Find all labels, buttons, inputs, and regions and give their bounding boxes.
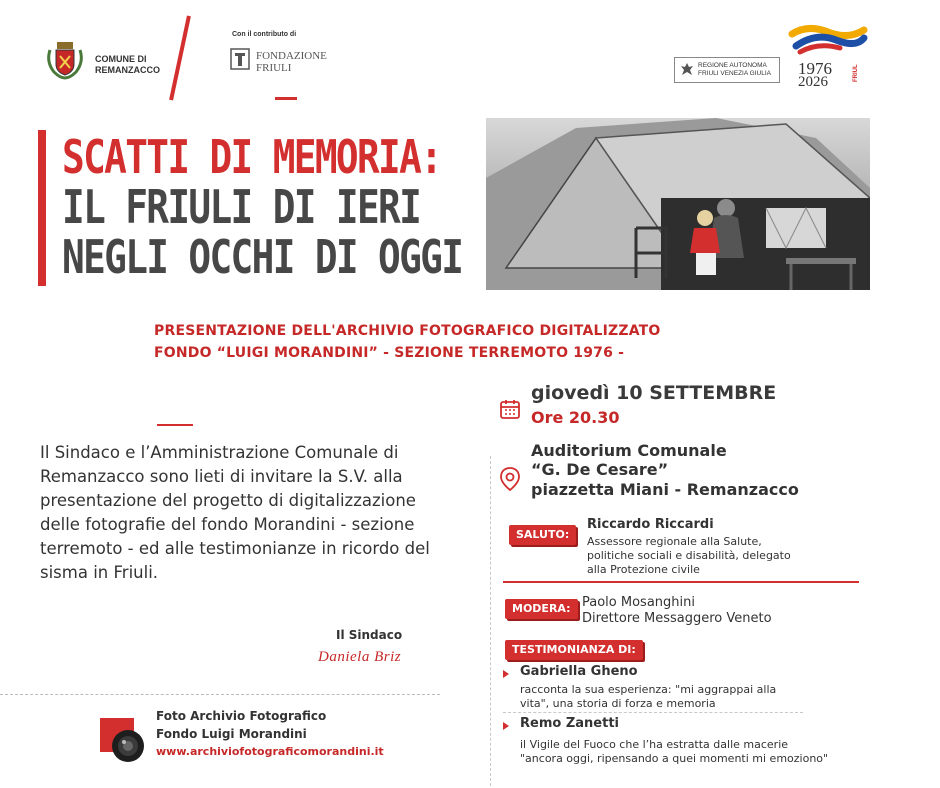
witness-2-desc-line-1: il Vigile del Fuoco che l’ha estratta dalle macerie bbox=[520, 738, 789, 751]
anniversary-year-start: 1976 bbox=[798, 59, 832, 78]
saluto-name: Riccardo Riccardi bbox=[587, 517, 714, 532]
title-line-2: IL FRIULI DI IERI bbox=[62, 180, 421, 234]
signer-signature: Daniela Briz bbox=[318, 649, 402, 665]
bullet-arrow-icon bbox=[503, 722, 509, 730]
fondazione-line1: FONDAZIONE bbox=[256, 50, 327, 62]
section-divider bbox=[503, 712, 803, 713]
eagle-icon bbox=[680, 62, 694, 78]
event-date: giovedì 10 SETTEMBRE bbox=[531, 382, 777, 404]
witness-2-desc-line-2: "ancora oggi, ripensando a quei momenti mi emoziono" bbox=[520, 752, 829, 765]
modera-name: Paolo Mosanghini bbox=[582, 595, 695, 610]
fondazione-line2: FRIULI bbox=[256, 62, 292, 74]
anniversary-year-end: 2026 bbox=[798, 74, 828, 90]
timeline-line bbox=[490, 456, 491, 786]
event-time: Ore 20.30 bbox=[531, 408, 620, 427]
regione-line1: REGIONE AUTONOMA bbox=[698, 62, 767, 69]
testimonianza-tag: TESTIMONIANZA DI: bbox=[505, 640, 643, 660]
archive-credit-line-2: Fondo Luigi Morandini bbox=[156, 727, 307, 741]
accent-dash bbox=[157, 424, 193, 426]
witness-1-desc-line-1: racconta la sua esperienza: "mi aggrappai alla bbox=[520, 683, 777, 696]
archive-credit-line-1: Foto Archivio Fotografico bbox=[156, 709, 327, 723]
header-divider bbox=[169, 16, 191, 101]
earthquake-tent-photo bbox=[486, 118, 870, 290]
location-pin-icon bbox=[499, 466, 521, 492]
section-divider bbox=[0, 694, 440, 695]
remanzacco-crest-icon bbox=[44, 38, 86, 80]
camera-logo-icon bbox=[100, 716, 150, 764]
modera-tag: MODERA: bbox=[505, 599, 578, 619]
fondazione-friuli-name bbox=[256, 50, 327, 74]
subtitle-line-2: FONDO “LUIGI MORANDINI” - SEZIONE TERREMOTO 1976 - bbox=[154, 345, 625, 361]
title-line-1: SCATTI DI MEMORIA: bbox=[62, 130, 442, 184]
witness-1-name: Gabriella Gheno bbox=[520, 664, 638, 679]
accent-dash bbox=[275, 97, 297, 100]
fondazione-friuli-logo-icon bbox=[230, 48, 250, 70]
anniversary-1976-2026-logo bbox=[788, 22, 868, 90]
anniversary-tag: FRIUL bbox=[853, 64, 859, 82]
comune-name: COMUNE DI REMANZACCO bbox=[95, 54, 160, 75]
contributo-label: Con il contributo di bbox=[232, 31, 297, 38]
signer-label: Il Sindaco bbox=[336, 628, 403, 642]
regione-fvg-logo bbox=[674, 57, 780, 83]
title-line-3: NEGLI OCCHI DI OGGI bbox=[62, 230, 463, 284]
title-accent-bar bbox=[38, 130, 46, 286]
saluto-role-line-2: politiche sociali e disabilità, delegato bbox=[587, 549, 791, 562]
witness-2-name: Remo Zanetti bbox=[520, 716, 619, 731]
saluto-tag: SALUTO: bbox=[509, 525, 576, 545]
saluto-role-line-3: alla Protezione civile bbox=[587, 563, 700, 576]
modera-role: Direttore Messaggero Veneto bbox=[582, 611, 772, 626]
regione-line2: FRIULI VENEZIA GIULIA bbox=[698, 70, 771, 77]
bullet-arrow-icon bbox=[503, 670, 509, 678]
venue-line-3: piazzetta Miani - Remanzacco bbox=[531, 480, 799, 499]
section-divider bbox=[503, 581, 859, 583]
regione-text bbox=[698, 62, 771, 78]
invitation-text: Il Sindaco e l’Amministrazione Comunale di Remanzacco sono lieti di invitare la S.V. alla presentazione del progetto di digitalizzazione delle fotografie del fondo Morandini - sezione terremoto - ed alle testimonianze in ricordo del sisma in Friuli. bbox=[40, 443, 430, 582]
witness-1-desc-line-2: vita", una storia di forza e memoria bbox=[520, 697, 716, 710]
venue-line-1: Auditorium Comunale bbox=[531, 441, 727, 460]
archive-website-link[interactable]: www.archiviofotograficomorandini.it bbox=[156, 745, 384, 758]
saluto-role-line-1: Assessore regionale alla Salute, bbox=[587, 535, 762, 548]
venue-line-2: “G. De Cesare” bbox=[531, 460, 669, 479]
calendar-icon bbox=[499, 398, 521, 420]
subtitle-line-1: PRESENTAZIONE DELL'ARCHIVIO FOTOGRAFICO DIGITALIZZATO bbox=[154, 323, 661, 339]
